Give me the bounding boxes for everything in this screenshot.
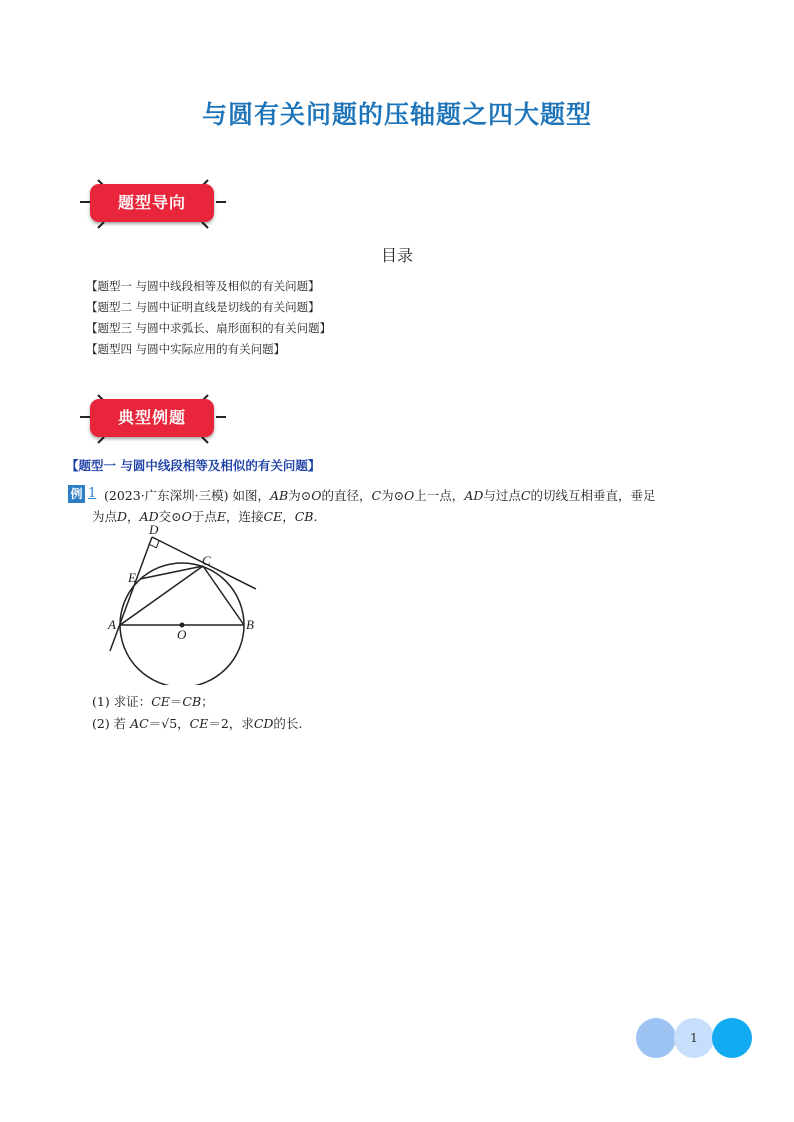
page-nav-next[interactable] <box>712 1018 752 1058</box>
geometry-figure <box>100 525 270 685</box>
toc-heading: 目录 <box>380 246 413 265</box>
example-number: 1 <box>88 486 97 501</box>
problem-text-line-2: 为点D，AD交⊙O于点E，连接CE，CB. <box>92 509 318 524</box>
example-tag-label: 例 <box>68 485 85 503</box>
document-title: 与圆有关问题的压轴题之四大题型 <box>201 100 592 129</box>
banner-guide-label: 题型导向 <box>90 184 214 222</box>
label-d: D <box>149 525 159 537</box>
segment-cb <box>203 566 244 625</box>
problem-text-line-1: (2023·广东深圳·三模) 如图，AB为⊙O的直径，C为⊙O上一点，AD与过点C的切线互相垂直，垂足 <box>104 488 656 503</box>
label-b: B <box>246 617 254 632</box>
line-ad <box>110 537 152 651</box>
toc-item-2[interactable]: 【题型二 与圆中证明直线是切线的有关问题】 <box>86 300 320 314</box>
example-tag <box>68 485 104 503</box>
toc-list <box>86 276 331 360</box>
page-nav-prev[interactable] <box>636 1018 676 1058</box>
banner-examples <box>78 393 228 445</box>
question-2: (2) 若 AC＝√5，CE＝2，求CD的长. <box>92 716 303 731</box>
toc-item-1[interactable]: 【题型一 与圆中线段相等及相似的有关问题】 <box>86 279 320 293</box>
banner-examples-label: 典型例题 <box>90 399 214 437</box>
page-indicator <box>636 1018 752 1058</box>
banner-guide <box>78 178 228 230</box>
label-c: C <box>202 553 211 568</box>
label-e: E <box>128 570 136 585</box>
label-a: A <box>108 617 116 632</box>
toc-item-4[interactable]: 【题型四 与圆中实际应用的有关问题】 <box>86 342 286 356</box>
label-o: O <box>177 627 187 642</box>
page-number: 1 <box>690 1031 698 1045</box>
toc-item-3[interactable]: 【题型三 与圆中求弧长、扇形面积的有关问题】 <box>86 321 332 335</box>
section-title: 【题型一 与圆中线段相等及相似的有关问题】 <box>66 458 321 473</box>
problem-source: (2023·广东深圳·三模) <box>104 488 229 503</box>
question-1: (1) 求证：CE＝CB； <box>92 694 214 709</box>
